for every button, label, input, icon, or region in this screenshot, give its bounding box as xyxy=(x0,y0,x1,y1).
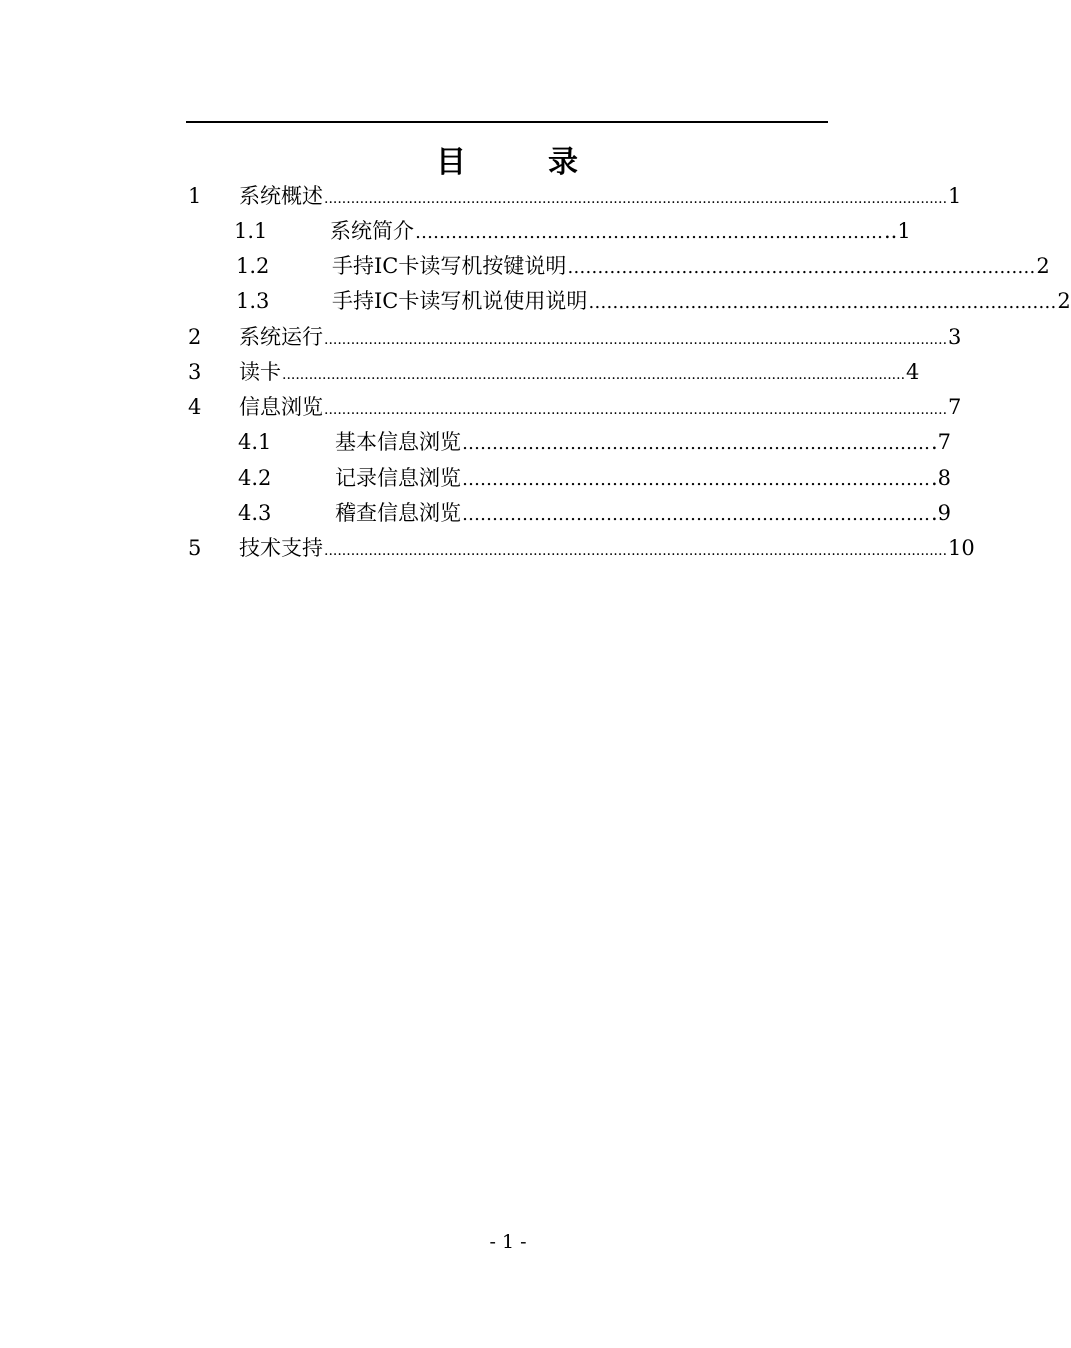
dot-leader: ............................................................................................................................................ xyxy=(324,191,948,207)
toc-entry-2[interactable] xyxy=(186,320,962,355)
toc-entry-1-2[interactable] xyxy=(186,249,1050,284)
header-rule xyxy=(186,121,828,123)
toc-entry-page: 2 xyxy=(1057,289,1071,313)
toc-entry-1-1[interactable] xyxy=(186,214,911,249)
toc-entry-3[interactable] xyxy=(186,355,920,390)
toc-entry-4-2[interactable] xyxy=(186,461,952,496)
toc-entry-page: .9 xyxy=(931,501,952,525)
toc-entry-number: 3 xyxy=(188,360,202,384)
toc-entry-text: 系统概述 xyxy=(239,184,323,208)
toc-entry-page: ..1 xyxy=(884,219,911,243)
dot-leader: …………………………………………………………………… xyxy=(462,469,930,490)
toc-entry-text: 系统简介 xyxy=(330,219,414,243)
toc-entry-text: 基本信息浏览 xyxy=(335,430,461,454)
toc-entry-text: 记录信息浏览 xyxy=(335,466,461,490)
toc-entry-text: 手持IC卡读写机说使用说明 xyxy=(332,289,588,313)
dot-leader: …………………………………………………………………… xyxy=(462,504,930,525)
toc-entry-number: 1.2 xyxy=(236,254,270,278)
toc-entry-page: .7 xyxy=(931,430,952,454)
toc-entry-text: 系统运行 xyxy=(239,325,323,349)
dot-leader: ............................................................................................................................................ xyxy=(324,543,948,559)
dot-leader: ............................................................................................................................................ xyxy=(324,332,948,348)
dot-leader: …………………………………………………………………… xyxy=(462,433,930,454)
toc-entry-text: 手持IC卡读写机按键说明 xyxy=(332,254,567,278)
toc-entry-number: 2 xyxy=(188,325,202,349)
toc-entry-page: 10 xyxy=(948,536,975,560)
toc-entry-4[interactable] xyxy=(186,390,962,425)
toc-entry-number: 5 xyxy=(188,536,202,560)
toc-entry-number: 1.3 xyxy=(236,289,270,313)
dot-leader: …………………………………………………………………… xyxy=(415,222,883,243)
toc-entry-page: 7 xyxy=(948,395,962,419)
dot-leader: ............................................................................................................................................ xyxy=(324,402,948,418)
toc-entry-5[interactable] xyxy=(186,531,975,566)
toc-entry-4-1[interactable] xyxy=(186,425,952,460)
toc-entry-text: 稽查信息浏览 xyxy=(335,501,461,525)
toc-entry-page: 4 xyxy=(906,360,920,384)
page-number-footer: - 1 - xyxy=(489,1231,527,1253)
toc-entry-page: .8 xyxy=(931,466,952,490)
toc-entry-number: 4 xyxy=(188,395,202,419)
toc-entry-text: 技术支持 xyxy=(239,536,323,560)
toc-entry-number: 1.1 xyxy=(234,219,268,243)
toc-entry-1[interactable] xyxy=(186,179,962,214)
dot-leader: …………………………………………………………………… xyxy=(567,257,1036,278)
toc-entry-number: 4.1 xyxy=(238,430,272,454)
toc-entry-1-3[interactable] xyxy=(186,284,1071,319)
dot-leader: …………………………………………………………………… xyxy=(588,292,1057,313)
toc-entry-number: 4.2 xyxy=(238,466,272,490)
dot-leader: ............................................................................................................................................ xyxy=(282,367,906,383)
toc-title: 目 录 xyxy=(436,145,604,180)
toc-entry-number: 4.3 xyxy=(238,501,272,525)
toc-entry-text: 信息浏览 xyxy=(239,395,323,419)
toc-entry-page: 1 xyxy=(948,184,962,208)
toc-entry-page: 2 xyxy=(1036,254,1050,278)
toc-entry-number: 1 xyxy=(188,184,202,208)
toc-entry-4-3[interactable] xyxy=(186,496,952,531)
toc-entry-text: 读卡 xyxy=(239,360,281,384)
toc-entry-page: 3 xyxy=(948,325,962,349)
